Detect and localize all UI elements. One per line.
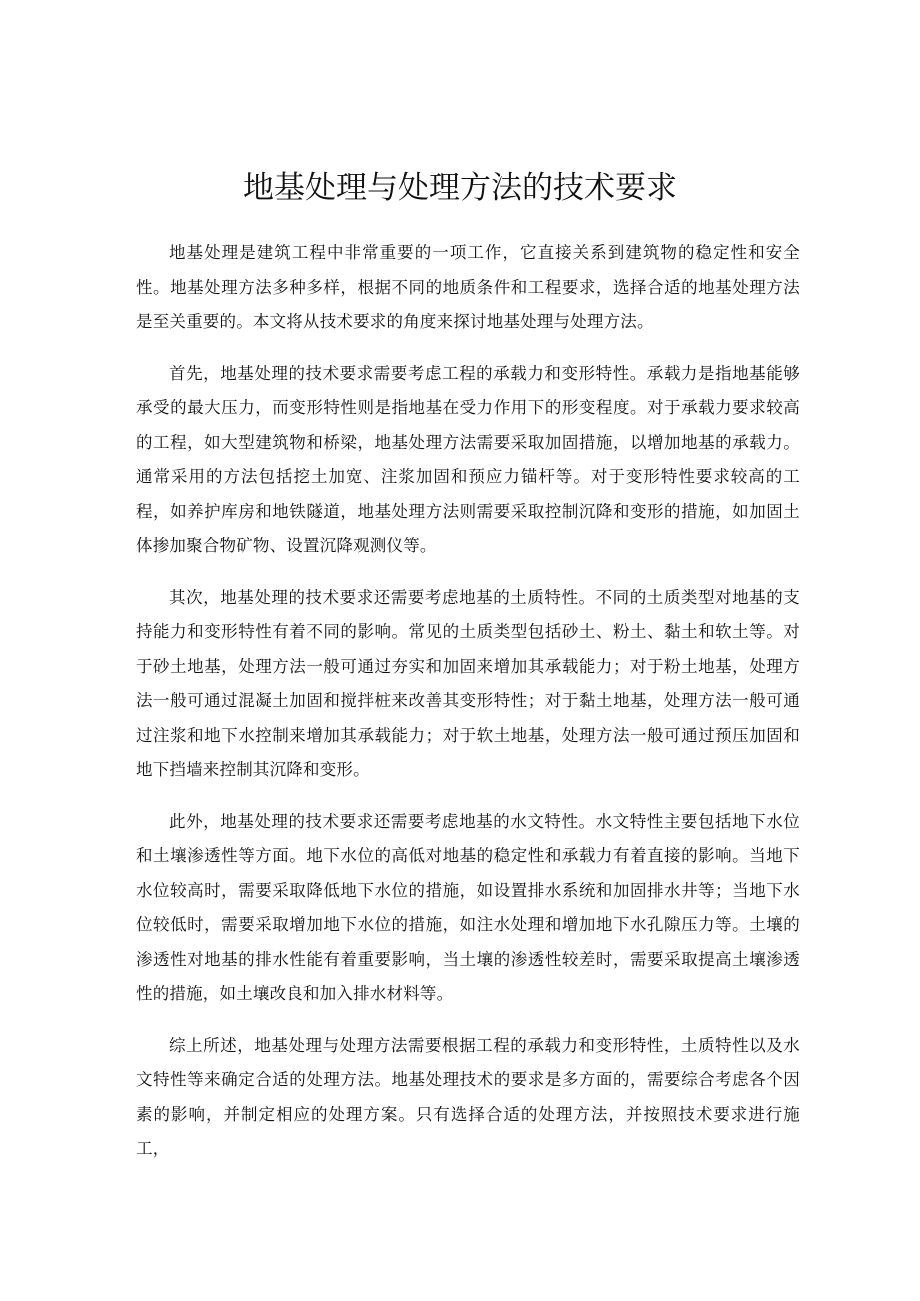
- paragraph-hydrology: 此外，地基处理的技术要求还需要考虑地基的水文特性。水文特性主要包括地下水位和土壤渗透性等方面。地下水位的高低对地基的稳定性和承载力有着直接的影响。当地下水位较高时，需要采取降低地下水位的措施，如设置排水系统和加固排水井等；当地下水位较低时，需要采取增加地下水位的措施，如注水处理和增加地下水孔隙压力等。土壤的渗透性对地基的排水性能有着重要影响，当土壤的渗透性较差时，需要采取提高土壤渗透性的措施，如土壤改良和加入排水材料等。: [136, 811, 800, 1003]
- paragraph-intro: 地基处理是建筑工程中非常重要的一项工作，它直接关系到建筑物的稳定性和安全性。地基处理方法多种多样，根据不同的地质条件和工程要求，选择合适的地基处理方法是至关重要的。本文将从技术要求的角度来探讨地基处理与处理方法。: [136, 243, 800, 331]
- document-body: [136, 236, 800, 1184]
- document-title: 地基处理与处理方法的技术要求: [243, 170, 677, 206]
- paragraph-bearing-capacity: 首先，地基处理的技术要求需要考虑工程的承载力和变形特性。承载力是指地基能够承受的最大压力，而变形特性则是指地基在受力作用下的形变程度。对于承载力要求较高的工程，如大型建筑物和桥梁，地基处理方法需要采取加固措施，以增加地基的承载力。通常采用的方法包括挖土加宽、注浆加固和预应力锚杆等。对于变形特性要求较高的工程，如养护库房和地铁隧道，地基处理方法则需要采取控制沉降和变形的措施，如加固土体掺加聚合物矿物、设置沉降观测仪等。: [136, 363, 800, 555]
- paragraph-soil-properties: 其次，地基处理的技术要求还需要考虑地基的土质特性。不同的土质类型对地基的支持能力和变形特性有着不同的影响。常见的土质类型包括砂土、粉土、黏土和软土等。对于砂土地基，处理方法一般可通过夯实和加固来增加其承载能力；对于粉土地基，处理方法一般可通过混凝土加固和搅拌桩来改善其变形特性；对于黏土地基，处理方法一般可通过注浆和地下水控制来增加其承载能力；对于软土地基，处理方法一般可通过预压加固和地下挡墙来控制其沉降和变形。: [136, 587, 800, 779]
- paragraph-summary: 综上所述，地基处理与处理方法需要根据工程的承载力和变形特性，土质特性以及水文特性等来确定合适的处理方法。地基处理技术的要求是多方面的，需要综合考虑各个因素的影响，并制定相应的处理方案。只有选择合适的处理方法，并按照技术要求进行施工，: [136, 1035, 800, 1158]
